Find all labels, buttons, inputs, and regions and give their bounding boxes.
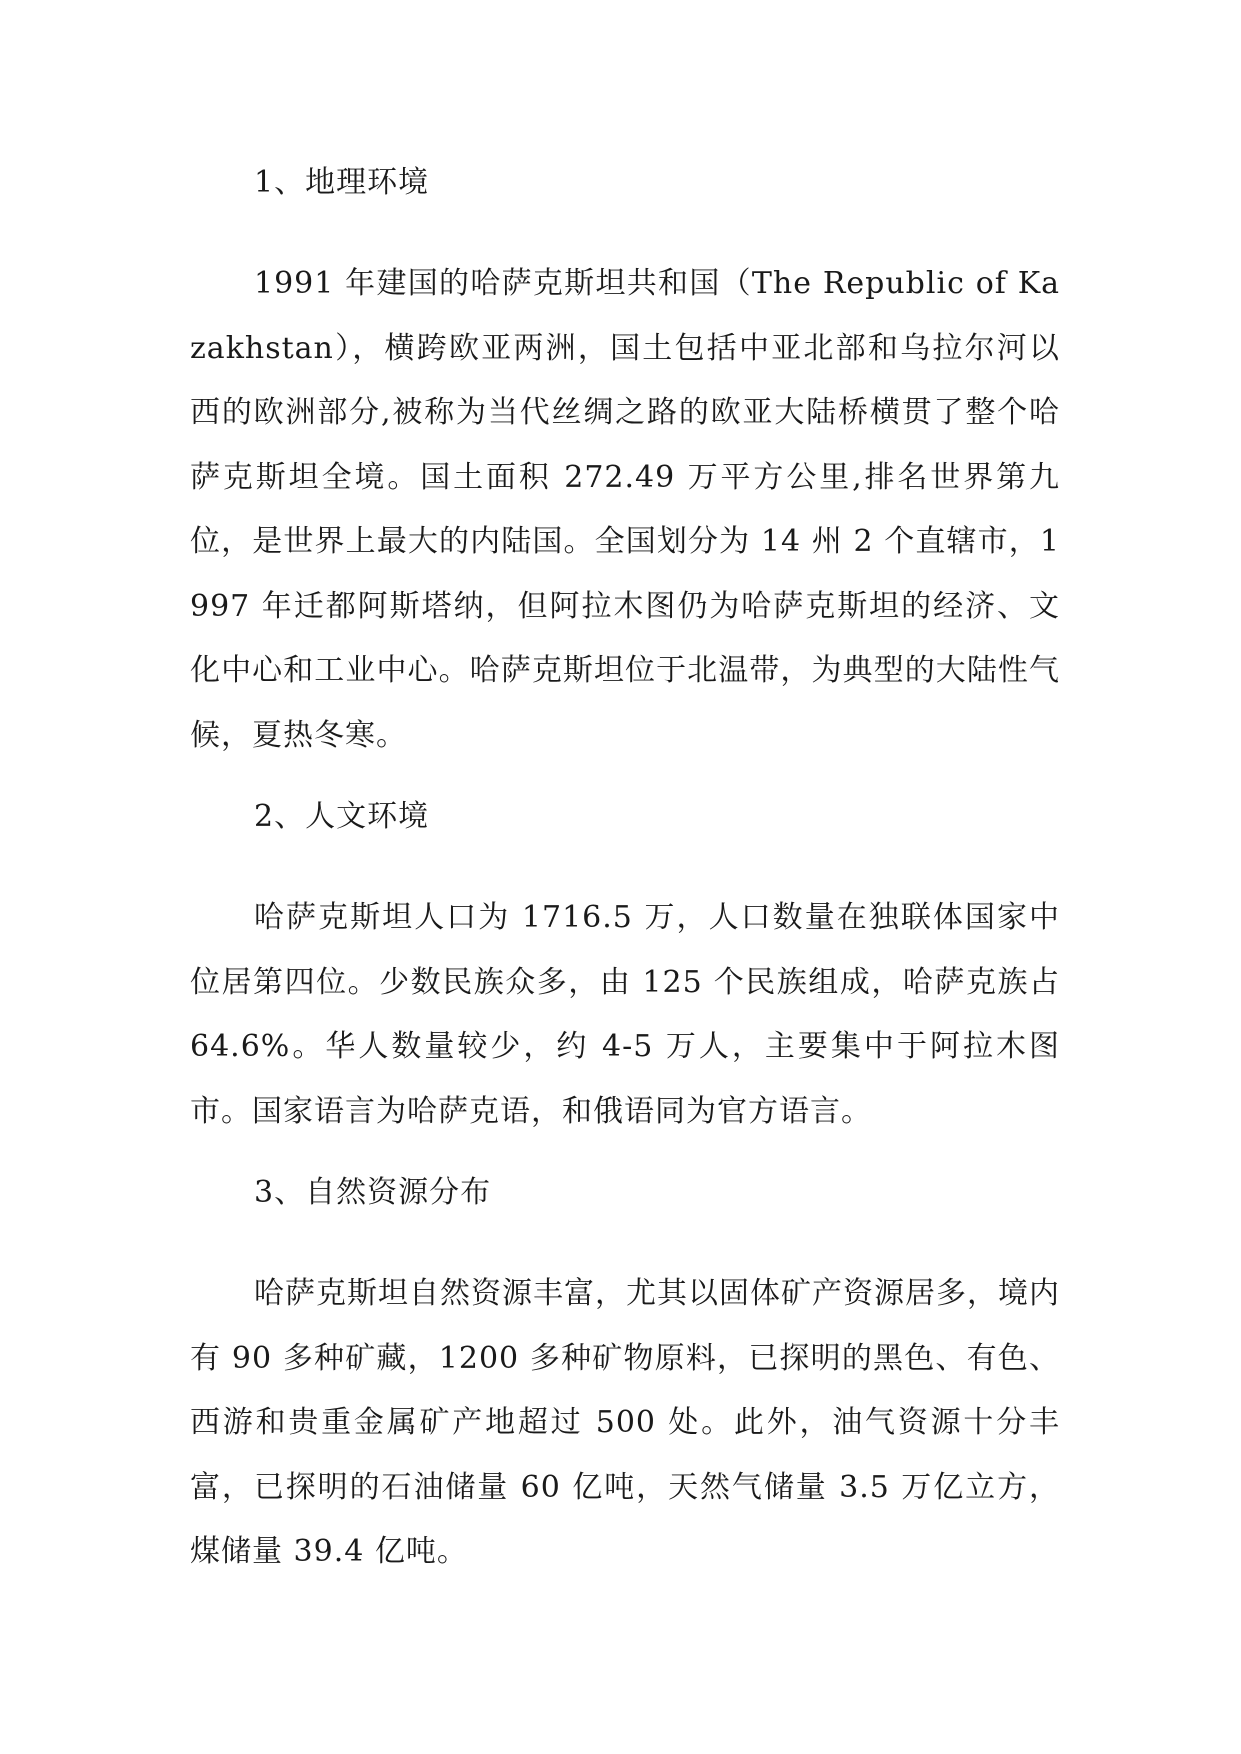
section-heading-culture: 2、人文环境 bbox=[254, 799, 430, 834]
section-body-geography: 1991 年建国的哈萨克斯坦共和国（The Republic of Kazakhstan），横跨欧亚两洲，国土包括中亚北部和乌拉尔河以西的欧洲部分,被称为当代丝绸之路的欧亚大陆桥横贯了整个哈萨克斯坦全境。国土面积 272.49 万平方公里,排名世界第九位，是世界上最大的内陆国。全国划分为 14 州 2 个直辖市，1997 年迁都阿斯塔纳，但阿拉木图仍为哈萨克斯坦的经济、文化中心和工业中心。哈萨克斯坦位于北温带，为典型的大陆性气候，夏热冬寒。 bbox=[190, 266, 1060, 753]
section-body-resources: 哈萨克斯坦自然资源丰富，尤其以固体矿产资源居多，境内有 90 多种矿藏，1200 多种矿物原料，已探明的黑色、有色、西游和贵重金属矿产地超过 500 处。此外，油气资源十分丰富，已探明的石油储量 60 亿吨，天然气储量 3.5 万亿立方，煤储量 39.4 亿吨。 bbox=[190, 1276, 1060, 1569]
section-heading-resources: 3、自然资源分布 bbox=[254, 1175, 492, 1210]
section-heading-geography: 1、地理环境 bbox=[254, 165, 430, 200]
section-body-culture: 哈萨克斯坦人口为 1716.5 万，人口数量在独联体国家中位居第四位。少数民族众多，由 125 个民族组成，哈萨克族占 64.6%。华人数量较少，约 4-5 万人，主要集中于阿拉木图市。国家语言为哈萨克语，和俄语同为官方语言。 bbox=[190, 900, 1060, 1129]
document-page bbox=[190, 150, 1060, 1615]
